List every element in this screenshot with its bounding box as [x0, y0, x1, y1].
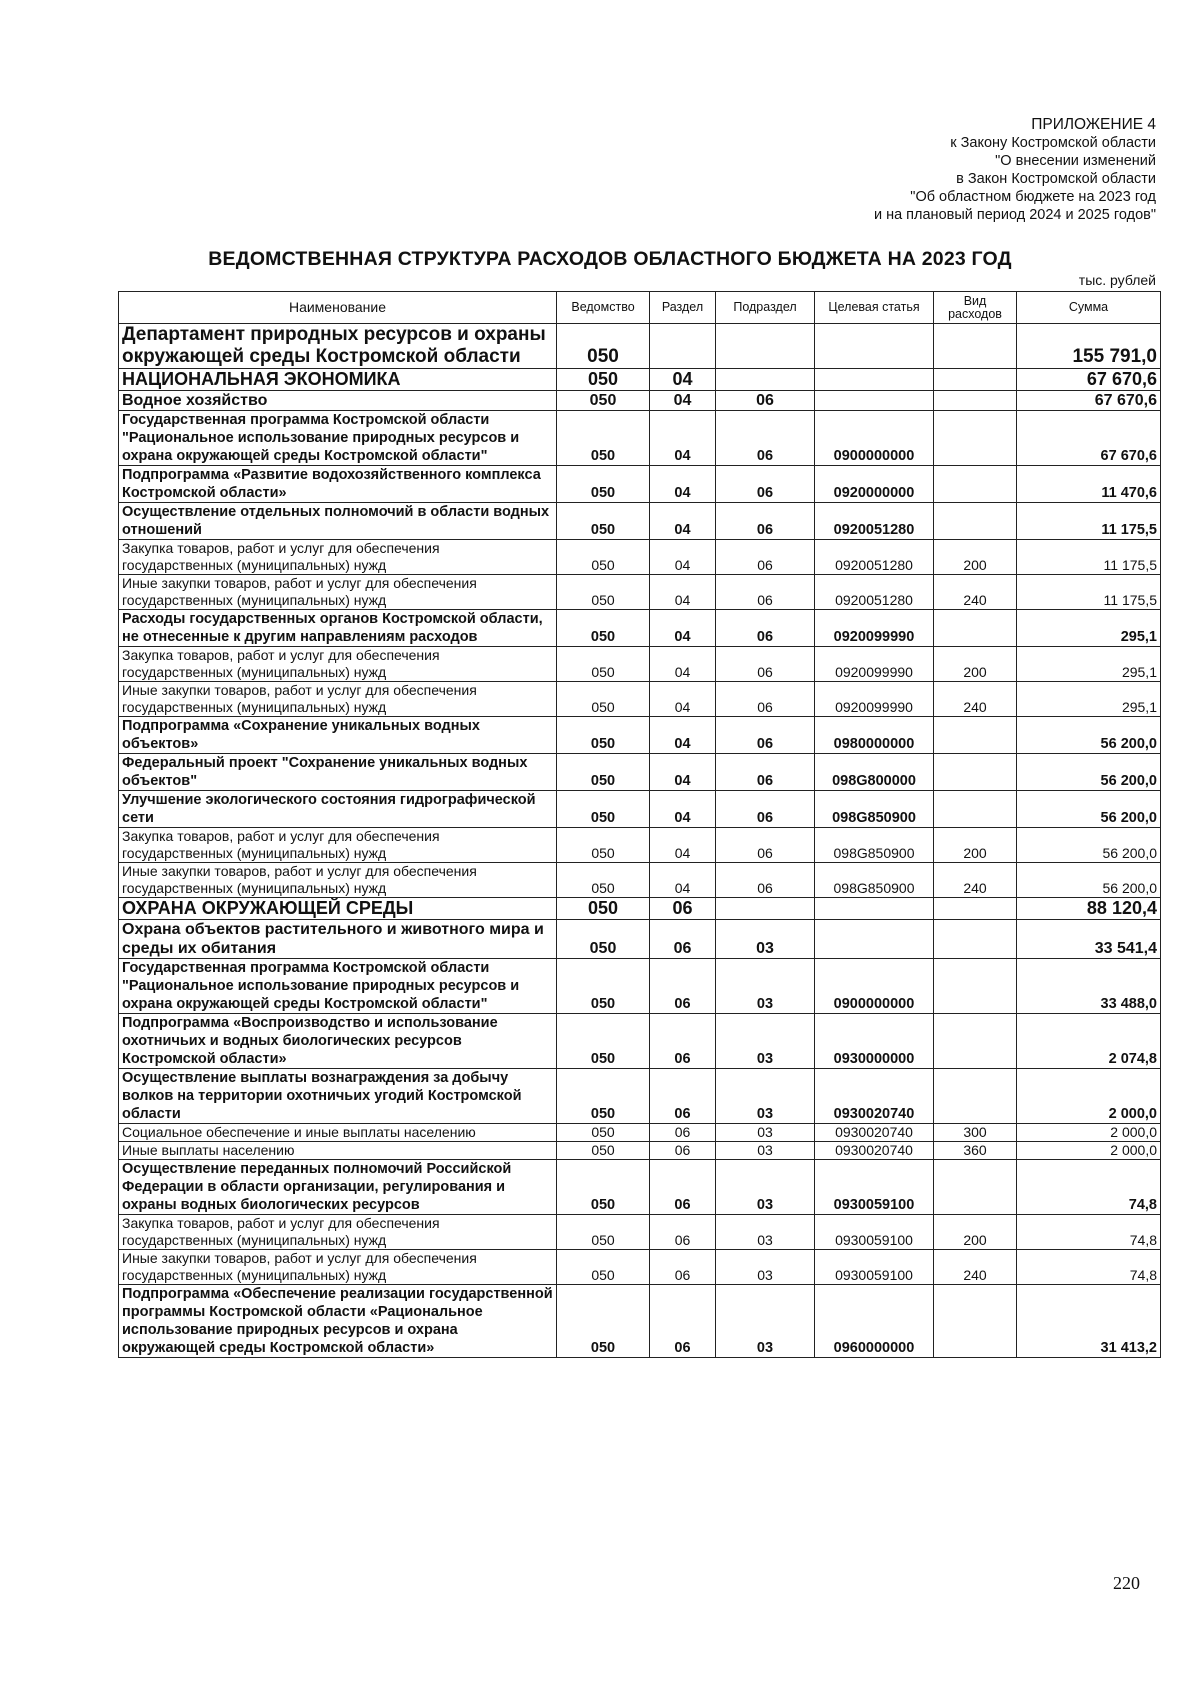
- cell-target: 098G800000: [815, 754, 934, 791]
- cell-subsection: 06: [716, 540, 815, 575]
- cell-dept: 050: [557, 466, 650, 503]
- cell-name: Иные закупки товаров, работ и услуг для обеспечения государственных (муниципальных) нужд: [119, 1250, 557, 1285]
- cell-dept: 050: [557, 791, 650, 828]
- cell-dept: 050: [557, 575, 650, 610]
- cell-dept: 050: [557, 411, 650, 466]
- cell-dept: 050: [557, 610, 650, 647]
- cell-sum: 56 200,0: [1017, 863, 1161, 898]
- cell-type: [934, 754, 1017, 791]
- cell-subsection: 06: [716, 503, 815, 540]
- cell-subsection: 06: [716, 575, 815, 610]
- table-row: [119, 1124, 1161, 1142]
- cell-dept: 050: [557, 920, 650, 959]
- cell-name: Государственная программа Костромской области "Рациональное использование природных ресурсов и охрана окружающей среды Костромской области": [119, 959, 557, 1014]
- cell-name: Осуществление выплаты вознаграждения за добычу волков на территории охотничьих угодий Костромской области: [119, 1069, 557, 1124]
- cell-target: [815, 324, 934, 369]
- cell-target: 0930059100: [815, 1160, 934, 1215]
- cell-subsection: 06: [716, 391, 815, 411]
- cell-section: 06: [650, 1250, 716, 1285]
- cell-target: 098G850900: [815, 791, 934, 828]
- cell-type: [934, 791, 1017, 828]
- cell-target: 0930000000: [815, 1014, 934, 1069]
- cell-subsection: 03: [716, 1014, 815, 1069]
- cell-dept: 050: [557, 1142, 650, 1160]
- cell-subsection: 06: [716, 682, 815, 717]
- cell-target: 0920099990: [815, 610, 934, 647]
- table-row: [119, 791, 1161, 828]
- cell-dept: 050: [557, 1250, 650, 1285]
- cell-section: 06: [650, 898, 716, 920]
- cell-sum: 31 413,2: [1017, 1285, 1161, 1358]
- cell-target: 0920051280: [815, 575, 934, 610]
- cell-section: 06: [650, 1142, 716, 1160]
- cell-target: 0900000000: [815, 959, 934, 1014]
- cell-section: 06: [650, 1285, 716, 1358]
- cell-subsection: 03: [716, 1215, 815, 1250]
- cell-sum: 33 488,0: [1017, 959, 1161, 1014]
- cell-subsection: 03: [716, 1124, 815, 1142]
- cell-target: 0920099990: [815, 647, 934, 682]
- cell-sum: 2 000,0: [1017, 1069, 1161, 1124]
- table-row: [119, 575, 1161, 610]
- cell-sum: 11 470,6: [1017, 466, 1161, 503]
- table-row: [119, 920, 1161, 959]
- cell-section: 06: [650, 1069, 716, 1124]
- cell-dept: 050: [557, 863, 650, 898]
- document-title: ВЕДОМСТВЕННАЯ СТРУКТУРА РАСХОДОВ ОБЛАСТНОГО БЮДЖЕТА НА 2023 ГОД: [208, 248, 1012, 270]
- cell-type: [934, 369, 1017, 391]
- appendix-header: [636, 116, 1156, 224]
- cell-subsection: 03: [716, 959, 815, 1014]
- cell-name: Департамент природных ресурсов и охраны окружающей среды Костромской области: [119, 324, 557, 369]
- cell-dept: 050: [557, 717, 650, 754]
- table-row: [119, 324, 1161, 369]
- cell-sum: 11 175,5: [1017, 503, 1161, 540]
- cell-subsection: 06: [716, 647, 815, 682]
- appendix-line: "Об областном бюджете на 2023 год: [910, 189, 1156, 205]
- cell-dept: 050: [557, 682, 650, 717]
- cell-dept: 050: [557, 503, 650, 540]
- cell-target: 0930059100: [815, 1250, 934, 1285]
- col-header-sum: Сумма: [1017, 292, 1161, 324]
- cell-subsection: [716, 369, 815, 391]
- cell-dept: 050: [557, 1014, 650, 1069]
- cell-subsection: [716, 898, 815, 920]
- cell-sum: 56 200,0: [1017, 791, 1161, 828]
- budget-table: [118, 291, 1161, 1358]
- cell-section: 06: [650, 1124, 716, 1142]
- table-row: [119, 1250, 1161, 1285]
- cell-target: 0920051280: [815, 540, 934, 575]
- cell-sum: 88 120,4: [1017, 898, 1161, 920]
- cell-section: 06: [650, 1160, 716, 1215]
- cell-type: [934, 1160, 1017, 1215]
- cell-section: 04: [650, 863, 716, 898]
- col-header-target: Целевая статья: [815, 292, 934, 324]
- col-header-dept: Ведомство: [557, 292, 650, 324]
- cell-type: 200: [934, 647, 1017, 682]
- cell-subsection: 06: [716, 828, 815, 863]
- cell-section: 04: [650, 411, 716, 466]
- table-row: [119, 1069, 1161, 1124]
- cell-dept: 050: [557, 959, 650, 1014]
- appendix-line: в Закон Костромской области: [956, 171, 1156, 187]
- cell-type: [934, 959, 1017, 1014]
- cell-name: Водное хозяйство: [119, 391, 557, 411]
- cell-target: 0920099990: [815, 682, 934, 717]
- col-header-name: Наименование: [119, 292, 557, 324]
- table-header-row: [119, 292, 1161, 324]
- cell-name: Расходы государственных органов Костромской области, не отнесенные к другим направлениям расходов: [119, 610, 557, 647]
- cell-dept: 050: [557, 898, 650, 920]
- cell-name: Закупка товаров, работ и услуг для обеспечения государственных (муниципальных) нужд: [119, 828, 557, 863]
- cell-name: Социальное обеспечение и иные выплаты населению: [119, 1124, 557, 1142]
- cell-target: 0930020740: [815, 1142, 934, 1160]
- cell-sum: 2 000,0: [1017, 1124, 1161, 1142]
- cell-section: 04: [650, 466, 716, 503]
- cell-target: 0960000000: [815, 1285, 934, 1358]
- cell-target: 098G850900: [815, 863, 934, 898]
- table-row: [119, 391, 1161, 411]
- cell-sum: 67 670,6: [1017, 391, 1161, 411]
- cell-dept: 050: [557, 828, 650, 863]
- cell-name: Улучшение экологического состояния гидрографической сети: [119, 791, 557, 828]
- cell-target: [815, 391, 934, 411]
- page-number: 220: [1113, 1573, 1140, 1593]
- table-row: [119, 411, 1161, 466]
- cell-type: 360: [934, 1142, 1017, 1160]
- cell-target: [815, 898, 934, 920]
- table-row: [119, 1215, 1161, 1250]
- cell-name: Иные закупки товаров, работ и услуг для обеспечения государственных (муниципальных) нужд: [119, 575, 557, 610]
- table-row: [119, 682, 1161, 717]
- cell-dept: 050: [557, 391, 650, 411]
- cell-subsection: 03: [716, 1285, 815, 1358]
- cell-dept: 050: [557, 324, 650, 369]
- cell-name: Государственная программа Костромской области "Рациональное использование природных ресурсов и охрана окружающей среды Костромской области": [119, 411, 557, 466]
- cell-subsection: 06: [716, 466, 815, 503]
- table-row: [119, 863, 1161, 898]
- cell-subsection: 06: [716, 717, 815, 754]
- cell-subsection: 03: [716, 1160, 815, 1215]
- cell-type: [934, 324, 1017, 369]
- table-row: [119, 466, 1161, 503]
- cell-target: 0930059100: [815, 1215, 934, 1250]
- cell-subsection: 03: [716, 920, 815, 959]
- cell-section: 04: [650, 610, 716, 647]
- cell-section: 04: [650, 791, 716, 828]
- cell-section: 04: [650, 682, 716, 717]
- cell-type: [934, 717, 1017, 754]
- cell-section: 04: [650, 540, 716, 575]
- cell-target: 0920000000: [815, 466, 934, 503]
- cell-type: 240: [934, 863, 1017, 898]
- cell-sum: 295,1: [1017, 610, 1161, 647]
- cell-sum: 155 791,0: [1017, 324, 1161, 369]
- cell-subsection: 06: [716, 610, 815, 647]
- table-row: [119, 540, 1161, 575]
- cell-dept: 050: [557, 754, 650, 791]
- units-label: тыс. рублей: [1078, 272, 1156, 288]
- cell-target: [815, 920, 934, 959]
- table-row: [119, 898, 1161, 920]
- table-row: [119, 1285, 1161, 1358]
- cell-target: 0980000000: [815, 717, 934, 754]
- cell-name: Закупка товаров, работ и услуг для обеспечения государственных (муниципальных) нужд: [119, 540, 557, 575]
- cell-dept: 050: [557, 647, 650, 682]
- cell-type: [934, 920, 1017, 959]
- cell-section: 06: [650, 1215, 716, 1250]
- cell-type: 240: [934, 575, 1017, 610]
- cell-name: Иные выплаты населению: [119, 1142, 557, 1160]
- cell-section: 04: [650, 503, 716, 540]
- appendix-line: к Закону Костромской области: [950, 135, 1156, 151]
- cell-subsection: 06: [716, 791, 815, 828]
- appendix-label: ПРИЛОЖЕНИЕ 4: [1031, 116, 1156, 133]
- cell-section: 06: [650, 920, 716, 959]
- table-row: [119, 503, 1161, 540]
- cell-section: 06: [650, 1014, 716, 1069]
- cell-type: 240: [934, 682, 1017, 717]
- cell-name: Охрана объектов растительного и животного мира и среды их обитания: [119, 920, 557, 959]
- cell-subsection: 06: [716, 411, 815, 466]
- cell-sum: 74,8: [1017, 1250, 1161, 1285]
- col-header-section: Раздел: [650, 292, 716, 324]
- appendix-line: "О внесении изменений: [995, 153, 1156, 169]
- cell-target: [815, 369, 934, 391]
- cell-target: 0920051280: [815, 503, 934, 540]
- cell-subsection: 06: [716, 754, 815, 791]
- table-row: [119, 1014, 1161, 1069]
- cell-section: 04: [650, 647, 716, 682]
- cell-name: Осуществление отдельных полномочий в области водных отношений: [119, 503, 557, 540]
- appendix-line: и на плановый период 2024 и 2025 годов": [873, 207, 1156, 223]
- cell-name: Закупка товаров, работ и услуг для обеспечения государственных (муниципальных) нужд: [119, 647, 557, 682]
- table-row: [119, 717, 1161, 754]
- cell-sum: 56 200,0: [1017, 754, 1161, 791]
- cell-sum: 2 000,0: [1017, 1142, 1161, 1160]
- cell-sum: 67 670,6: [1017, 369, 1161, 391]
- cell-section: 04: [650, 575, 716, 610]
- table-row: [119, 754, 1161, 791]
- cell-type: [934, 610, 1017, 647]
- cell-target: 0900000000: [815, 411, 934, 466]
- cell-dept: 050: [557, 1124, 650, 1142]
- cell-name: ОХРАНА ОКРУЖАЮЩЕЙ СРЕДЫ: [119, 898, 557, 920]
- cell-subsection: 03: [716, 1142, 815, 1160]
- cell-subsection: 06: [716, 863, 815, 898]
- cell-name: Подпрограмма «Развитие водохозяйственного комплекса Костромской области»: [119, 466, 557, 503]
- cell-name: Иные закупки товаров, работ и услуг для обеспечения государственных (муниципальных) нужд: [119, 682, 557, 717]
- cell-section: 04: [650, 828, 716, 863]
- cell-type: [934, 1069, 1017, 1124]
- cell-name: НАЦИОНАЛЬНАЯ ЭКОНОМИКА: [119, 369, 557, 391]
- col-header-type: Вид расходов: [934, 292, 1017, 324]
- cell-type: 300: [934, 1124, 1017, 1142]
- cell-dept: 050: [557, 1285, 650, 1358]
- cell-type: 200: [934, 540, 1017, 575]
- cell-type: [934, 503, 1017, 540]
- cell-sum: 56 200,0: [1017, 717, 1161, 754]
- cell-type: 200: [934, 828, 1017, 863]
- cell-section: 04: [650, 754, 716, 791]
- cell-section: [650, 324, 716, 369]
- cell-type: [934, 391, 1017, 411]
- table-row: [119, 647, 1161, 682]
- cell-type: [934, 466, 1017, 503]
- cell-name: Закупка товаров, работ и услуг для обеспечения государственных (муниципальных) нужд: [119, 1215, 557, 1250]
- cell-type: [934, 898, 1017, 920]
- cell-sum: 74,8: [1017, 1160, 1161, 1215]
- cell-target: 0930020740: [815, 1124, 934, 1142]
- cell-dept: 050: [557, 540, 650, 575]
- cell-type: 200: [934, 1215, 1017, 1250]
- cell-sum: 11 175,5: [1017, 575, 1161, 610]
- table-row: [119, 828, 1161, 863]
- cell-dept: 050: [557, 369, 650, 391]
- cell-name: Подпрограмма «Сохранение уникальных водных объектов»: [119, 717, 557, 754]
- cell-name: Подпрограмма «Обеспечение реализации государственной программы Костромской области «Рациональное использование природных ресурсов и охрана окружающей среды Костромской области»: [119, 1285, 557, 1358]
- table-row: [119, 959, 1161, 1014]
- cell-sum: 33 541,4: [1017, 920, 1161, 959]
- table-row: [119, 610, 1161, 647]
- cell-type: [934, 1014, 1017, 1069]
- table-row: [119, 1160, 1161, 1215]
- cell-type: 240: [934, 1250, 1017, 1285]
- cell-target: 098G850900: [815, 828, 934, 863]
- cell-dept: 050: [557, 1215, 650, 1250]
- cell-sum: 2 074,8: [1017, 1014, 1161, 1069]
- cell-sum: 74,8: [1017, 1215, 1161, 1250]
- cell-sum: 56 200,0: [1017, 828, 1161, 863]
- table-body: [119, 324, 1161, 1358]
- cell-dept: 050: [557, 1160, 650, 1215]
- cell-subsection: 03: [716, 1250, 815, 1285]
- cell-name: Подпрограмма «Воспроизводство и использование охотничьих и водных биологических ресурсов Костромской области»: [119, 1014, 557, 1069]
- cell-dept: 050: [557, 1069, 650, 1124]
- cell-subsection: 03: [716, 1069, 815, 1124]
- cell-sum: 295,1: [1017, 682, 1161, 717]
- cell-sum: 295,1: [1017, 647, 1161, 682]
- cell-name: Федеральный проект "Сохранение уникальных водных объектов": [119, 754, 557, 791]
- cell-section: 04: [650, 717, 716, 754]
- cell-name: Иные закупки товаров, работ и услуг для обеспечения государственных (муниципальных) нужд: [119, 863, 557, 898]
- cell-sum: 67 670,6: [1017, 411, 1161, 466]
- col-header-subsection: Подраздел: [716, 292, 815, 324]
- cell-name: Осуществление переданных полномочий Российской Федерации в области организации, регулирования и охраны водных биологических ресурсов: [119, 1160, 557, 1215]
- cell-section: 04: [650, 369, 716, 391]
- table-row: [119, 369, 1161, 391]
- cell-subsection: [716, 324, 815, 369]
- cell-type: [934, 1285, 1017, 1358]
- cell-section: 04: [650, 391, 716, 411]
- table-row: [119, 1142, 1161, 1160]
- cell-sum: 11 175,5: [1017, 540, 1161, 575]
- cell-type: [934, 411, 1017, 466]
- cell-target: 0930020740: [815, 1069, 934, 1124]
- cell-section: 06: [650, 959, 716, 1014]
